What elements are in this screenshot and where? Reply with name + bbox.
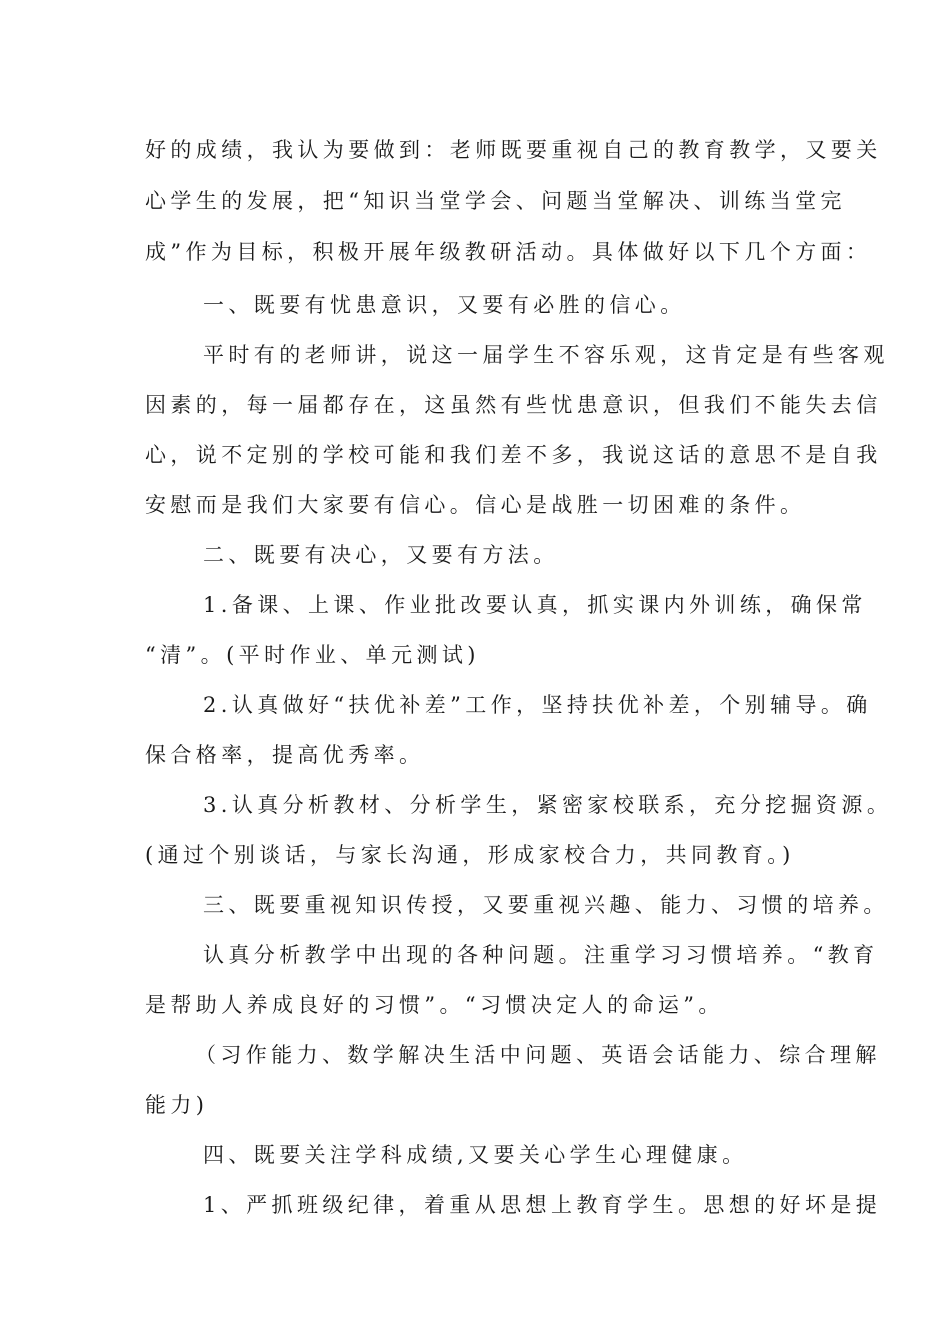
paragraph-line: 因素的，每一届都存在，这虽然有些忧患意识，但我们不能失去信 xyxy=(145,393,882,417)
paragraph-line: 安慰而是我们大家要有信心。信心是战胜一切困难的条件。 xyxy=(145,493,806,517)
section-heading-3: 三、既要重视知识传授，又要重视兴趣、能力、习惯的培养。 xyxy=(203,893,889,917)
list-item-line: 1、严抓班级纪律，着重从思想上教育学生。思想的好坏是提 xyxy=(203,1193,882,1217)
list-item-line: (通过个别谈话，与家长沟通，形成家校合力，共同教育。) xyxy=(145,843,795,867)
paragraph-line: 是帮助人养成良好的习惯”。“习惯决定人的命运”。 xyxy=(145,993,724,1017)
paragraph-line: 平时有的老师讲，说这一届学生不容乐观，这肯定是有些客观 xyxy=(203,343,889,367)
paragraph-line: 成”作为目标，积极开展年级教研活动。具体做好以下几个方面： xyxy=(145,240,872,264)
section-heading-2: 二、既要有决心，又要有方法。 xyxy=(203,543,559,567)
paragraph-line: （习作能力、数学解决生活中问题、英语会话能力、综合理解 xyxy=(195,1043,881,1067)
paragraph-line: 好的成绩，我认为要做到：老师既要重视自己的教育教学，又要关 xyxy=(145,138,882,162)
paragraph-line: 能力) xyxy=(145,1093,209,1117)
list-item-line: “清”。(平时作业、单元测试) xyxy=(145,643,480,667)
list-item-line: 3.认真分析教材、分析学生，紧密家校联系，充分挖掘资源。 xyxy=(203,793,893,817)
list-item-line: 2.认真做好“扶优补差”工作，坚持扶优补差，个别辅导。确 xyxy=(203,693,872,717)
section-heading-1: 一、既要有忧患意识，又要有必胜的信心。 xyxy=(203,293,686,317)
paragraph-line: 心，说不定别的学校可能和我们差不多，我说这话的意思不是自我 xyxy=(145,443,882,467)
section-heading-4: 四、既要关注学科成绩,又要关心学生心理健康。 xyxy=(203,1143,748,1167)
paragraph-line: 心学生的发展，把“知识当堂学会、问题当堂解决、训练当堂完 xyxy=(145,189,846,213)
list-item-line: 1.备课、上课、作业批改要认真，抓实课内外训练，确保常 xyxy=(203,593,867,617)
list-item-line: 保合格率，提高优秀率。 xyxy=(145,743,425,767)
paragraph-line: 认真分析教学中出现的各种问题。注重学习习惯培养。“教育 xyxy=(203,943,879,967)
